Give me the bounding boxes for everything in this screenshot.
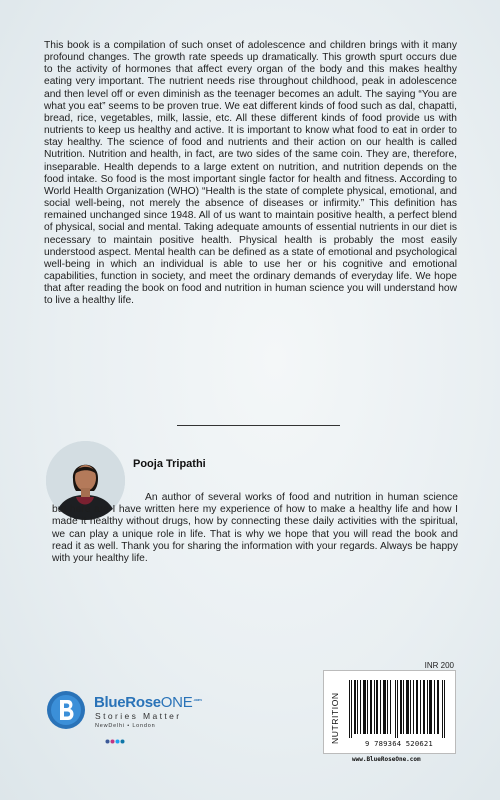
publisher-name [94, 694, 202, 711]
book-description: This book is a compilation of such onset of adolescence and children brings with it many profound changes. The growth rate speeds up dramatically. This growth spurt occurs due to the activity of hormones that affect every organ of the body and this makes healthy eating very important. The nutrient needs rise throughout childhood, peak in adolescence and then level off or even diminish as the teenager becomes an adult. The saying “You are what you eat” seems to be proven true. We eat different kinds of food such as dal, chapatti, bread, rice, vegetables, milk, lassie, etc. All these different kinds of food provide us with nutrients to keep us healthy and active. It is important to know what food to eat in order to stay healthy. The science of food and nutrients and their action on our health is called Nutrition. Nutrition and health, in fact, are two sides of the same coin. They are, therefore, inseparable. Health depends to a large extent on nutrition, and nutrition depends on the food intake. So food is the most important single factor for health and fitness. According to World Health Organization (WHO) “Health is the state of complete physical, emotional, and social well-being, not merely the absence of diseases or infirmity.” This definition has remained unchanged since 1948. All of us want to maintain positive health, a perfect blend of physical, social and mental. Taking adequate amounts of essential nutrients in our diet is necessary to maintain positive health. Physical health is probably the most easily understood aspect. Mental health can be defined as a state of emotional and psychological well-being in which an individual is able to use her or his cognitive and emotional capabilities, function in society, and meet the ordinary demands of everyday life. We hope that after reading the book on food and nutrition in human science you will understand how to live a healthy life. [44, 40, 457, 307]
author-bio: An author of several works of food and nutrition in human science but here are I have written here my experience of how to make a healthy life and how I made it healthy without drugs, how by connecting these daily activities with the spiritual, we can play a unique role in life. That is why we hope that you will read the book and read it as well. Thank you for sharing the information with your regards. Always be happy with your healthy life. [52, 492, 458, 565]
publisher-cities: NewDelhi • London [95, 723, 156, 729]
social-media-icons [105, 731, 125, 736]
bluerose-logo-icon [46, 690, 86, 730]
publisher-name-part2: ONE [160, 694, 193, 711]
subject-category-text: NUTRITION [330, 692, 340, 744]
publisher-tagline: Stories Matter [95, 711, 182, 721]
isbn-barcode [348, 680, 448, 738]
isbn-number: 9 789364 520621 [365, 739, 433, 748]
publisher-name-part1: BlueRose [94, 694, 161, 711]
publisher-domain-suffix: .com [193, 697, 202, 702]
publisher-website: www.BlueRoseOne.com [352, 756, 421, 763]
subject-category [329, 676, 341, 746]
section-divider [177, 425, 340, 426]
price-label: INR 200 [424, 661, 454, 670]
author-name: Pooja Tripathi [133, 458, 206, 470]
